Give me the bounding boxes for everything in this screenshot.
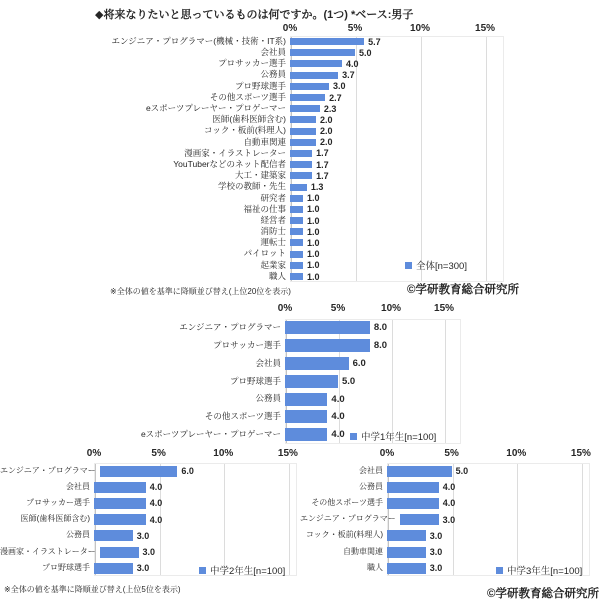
value-label: 1.0 xyxy=(307,226,320,237)
category-label: 会社員 xyxy=(260,47,286,58)
bar-cell xyxy=(100,547,303,558)
bar-row xyxy=(0,204,600,215)
bar-row xyxy=(300,544,600,560)
category-label: プロ野球選手 xyxy=(229,375,281,386)
bar-cell xyxy=(290,171,504,181)
bar-row xyxy=(0,544,300,560)
legend-marker xyxy=(199,567,206,574)
axis-tick-label: 0% xyxy=(379,448,395,459)
value-label: 3.0 xyxy=(142,547,156,558)
bar-row xyxy=(0,512,300,528)
legend-marker xyxy=(496,567,503,574)
bar-cell xyxy=(290,204,504,214)
legend-label: 中学2年生[n=100] xyxy=(210,566,286,577)
category-label: 経営者 xyxy=(260,214,286,225)
bar-cell xyxy=(387,482,590,493)
value-label: 2.7 xyxy=(329,92,342,103)
value-label: 5.0 xyxy=(359,47,372,58)
bar xyxy=(94,563,133,574)
axis-tick-label: 15% xyxy=(277,448,298,459)
category-label: 漫画家・イラストレーター xyxy=(0,546,96,556)
category-label: エンジニア・プログラマー(機械・技術・IT系) xyxy=(111,35,286,46)
bar-cell xyxy=(290,272,504,282)
bar-cell xyxy=(285,375,461,388)
bar xyxy=(94,530,133,541)
category-label: 起業家 xyxy=(260,259,286,270)
bar-cell xyxy=(387,547,590,558)
bar-cell xyxy=(94,514,297,525)
bar-cell xyxy=(387,498,590,509)
value-label: 2.0 xyxy=(320,114,333,125)
category-label: 学校の教師・先生 xyxy=(217,181,286,192)
bar xyxy=(285,357,349,370)
category-label: 漫画家・イラストレーター xyxy=(184,147,286,158)
bar-rows xyxy=(0,36,600,282)
bar-cell xyxy=(285,393,461,406)
bar xyxy=(285,410,327,423)
bar xyxy=(94,482,146,493)
value-label: 3.0 xyxy=(429,563,443,574)
bar-cell xyxy=(285,339,461,352)
category-label: 公務員 xyxy=(359,481,383,491)
bar xyxy=(387,482,439,493)
bar-row xyxy=(0,408,600,426)
value-label: 2.0 xyxy=(320,126,333,137)
value-label: 2.0 xyxy=(320,137,333,148)
axis-tick-label: 10% xyxy=(409,23,431,34)
category-label: 公務員 xyxy=(66,530,90,540)
axis-tick-label: 0% xyxy=(282,23,298,34)
bar-row xyxy=(0,126,600,137)
axis-tick-label: 0% xyxy=(277,303,293,314)
value-label: 4.0 xyxy=(346,58,359,69)
bar-cell xyxy=(285,357,461,370)
bar-cell xyxy=(400,514,600,525)
bar-row xyxy=(0,390,600,408)
axis-ticks xyxy=(379,448,591,463)
legend xyxy=(350,429,436,443)
category-label: 大工・建築家 xyxy=(234,170,286,181)
bar-cell xyxy=(100,466,303,477)
bar xyxy=(285,321,370,334)
bar-cell xyxy=(290,216,504,226)
bar xyxy=(387,530,426,541)
category-label: コック・板前(料理人) xyxy=(305,530,383,540)
bar-cell xyxy=(290,115,504,125)
category-label: 医師(歯科医師含む) xyxy=(20,514,90,524)
bar xyxy=(290,251,303,258)
category-label: 会社員 xyxy=(255,357,281,368)
bar-row xyxy=(0,159,600,170)
bar-cell xyxy=(290,70,504,80)
bar-row xyxy=(0,81,600,92)
bar xyxy=(290,184,307,191)
chart-grade3 xyxy=(300,448,600,576)
bar-cell xyxy=(290,59,504,69)
bar xyxy=(290,49,355,56)
bar-cell xyxy=(94,482,297,493)
bar-row xyxy=(0,260,600,271)
axis-tick-label: 10% xyxy=(213,448,234,459)
bar xyxy=(387,498,439,509)
bar-cell xyxy=(290,148,504,158)
value-label: 3.0 xyxy=(429,530,443,541)
bar xyxy=(290,139,316,146)
bar-cell xyxy=(290,249,504,259)
chart-grade2 xyxy=(0,448,300,576)
category-label: プロ野球選手 xyxy=(42,562,90,572)
bar xyxy=(387,466,452,477)
bar-cell xyxy=(290,126,504,136)
bar xyxy=(290,72,338,79)
bar xyxy=(100,466,178,477)
bar-row xyxy=(0,237,600,248)
value-label: 1.0 xyxy=(307,193,320,204)
category-label: 会社員 xyxy=(359,465,383,475)
value-label: 4.0 xyxy=(149,514,163,525)
bar xyxy=(400,514,439,525)
bar-row xyxy=(0,137,600,148)
category-label: 医師(歯科医師含む) xyxy=(212,114,286,125)
category-label: YouTuberなどのネット配信者 xyxy=(173,158,286,169)
value-label: 1.7 xyxy=(316,170,329,181)
chart-body xyxy=(0,463,300,576)
bar-cell xyxy=(387,530,590,541)
bar-row xyxy=(0,463,300,479)
axis-tick-label: 5% xyxy=(151,448,166,459)
bar-row xyxy=(300,479,600,495)
value-label: 1.7 xyxy=(316,159,329,170)
bar xyxy=(94,498,146,509)
category-label: 消防士 xyxy=(260,226,286,237)
category-label: 研究者 xyxy=(260,192,286,203)
value-label: 5.0 xyxy=(342,375,356,387)
bar-row xyxy=(0,148,600,159)
bar-rows xyxy=(0,319,600,444)
bar-row xyxy=(0,528,300,544)
bar-row xyxy=(300,463,600,479)
bar-row xyxy=(0,319,600,337)
axis-ticks xyxy=(277,303,461,319)
bar xyxy=(290,105,320,112)
bar-row xyxy=(300,495,600,511)
value-label: 4.0 xyxy=(331,393,345,405)
bar-row xyxy=(0,495,300,511)
legend-label: 中学1年生[n=100] xyxy=(361,432,437,443)
value-label: 1.3 xyxy=(310,182,324,193)
bar-cell xyxy=(285,321,461,334)
bar-row xyxy=(0,92,600,103)
bar xyxy=(290,83,329,90)
bar xyxy=(290,206,303,213)
value-label: 6.0 xyxy=(352,357,366,369)
category-label: その他スポーツ選手 xyxy=(209,91,286,102)
bar-row xyxy=(0,271,600,282)
bar xyxy=(290,116,316,123)
bar xyxy=(290,38,364,45)
bar-cell xyxy=(290,48,504,58)
bar-row xyxy=(0,249,600,260)
bar xyxy=(290,94,325,101)
value-label: 5.0 xyxy=(455,466,469,477)
value-label: 6.0 xyxy=(181,466,194,477)
axis-tick-label: 15% xyxy=(434,303,455,314)
bar-cell xyxy=(290,260,504,270)
category-label: eスポーツプレーヤー・プロゲーマー xyxy=(145,103,286,114)
bar-rows xyxy=(0,463,300,576)
value-label: 3.0 xyxy=(333,81,346,92)
bar-cell xyxy=(290,160,504,170)
bar xyxy=(285,375,338,388)
bar-row xyxy=(0,426,600,444)
bar-row xyxy=(0,372,600,390)
category-label: プロサッカー選手 xyxy=(213,340,281,351)
bar xyxy=(100,547,139,558)
legend xyxy=(199,563,285,577)
bar xyxy=(290,60,342,67)
bar xyxy=(290,262,303,269)
bar-cell xyxy=(290,182,504,192)
legend-label: 中学3年生[n=100] xyxy=(507,566,583,577)
chart-body xyxy=(0,36,600,282)
category-label: エンジニア・プログラマー xyxy=(179,322,281,333)
bar-row xyxy=(0,193,600,204)
bar xyxy=(290,273,303,280)
legend xyxy=(496,563,582,577)
bar-row xyxy=(0,337,600,355)
axis-tick-label: 10% xyxy=(506,448,527,459)
bar xyxy=(290,128,316,135)
bar-cell xyxy=(94,530,297,541)
value-label: 3.0 xyxy=(136,563,150,574)
category-label: パイロット xyxy=(243,248,286,259)
bar-row xyxy=(0,70,600,81)
chart-body xyxy=(300,463,600,576)
bar xyxy=(290,228,303,235)
category-label: 福祉の仕事 xyxy=(243,203,286,214)
category-label: エンジニア・プログラマー xyxy=(0,465,96,475)
category-label: 会社員 xyxy=(66,481,90,491)
copyright-bottom: ©学研教育総合研究所 xyxy=(487,588,599,600)
value-label: 1.0 xyxy=(307,271,320,282)
bar-cell xyxy=(285,410,461,423)
legend xyxy=(405,258,467,272)
category-label: 職人 xyxy=(367,562,383,572)
value-label: 1.0 xyxy=(307,204,320,215)
legend-label: 全体[n=300] xyxy=(416,261,467,272)
bar-cell xyxy=(94,498,297,509)
bar-cell xyxy=(290,104,504,114)
category-label: 公務員 xyxy=(255,393,281,404)
bar-row xyxy=(0,114,600,125)
value-label: 4.0 xyxy=(149,498,163,509)
bar-row xyxy=(0,479,300,495)
category-label: 自動車関連 xyxy=(243,136,286,147)
footnote-top20: ※全体の値を基準に降順並び替え(上位20位を表示) xyxy=(110,287,291,296)
value-label: 4.0 xyxy=(149,482,163,493)
bar xyxy=(285,428,327,441)
bar xyxy=(290,239,303,246)
bar xyxy=(290,161,312,168)
bar-cell xyxy=(290,37,504,47)
category-label: エンジニア・プログラマー xyxy=(300,514,396,524)
value-label: 4.0 xyxy=(442,482,456,493)
axis-tick-label: 15% xyxy=(570,448,591,459)
bar-row xyxy=(0,355,600,373)
bar xyxy=(285,339,370,352)
category-label: プロサッカー選手 xyxy=(218,58,286,69)
bar-row xyxy=(0,226,600,237)
bar-cell xyxy=(290,227,504,237)
category-label: 自動車関連 xyxy=(343,546,383,556)
axis-tick-label: 5% xyxy=(347,23,363,34)
category-label: eスポーツプレーヤー・プロゲーマー xyxy=(140,429,281,439)
category-label: その他スポーツ選手 xyxy=(311,498,383,508)
value-label: 8.0 xyxy=(373,322,388,334)
value-label: 3.0 xyxy=(442,514,456,525)
category-label: 公務員 xyxy=(260,69,286,80)
bar xyxy=(290,195,303,202)
bar-row xyxy=(300,528,600,544)
category-label: 職人 xyxy=(268,270,286,281)
chart-body xyxy=(0,319,600,444)
bar-row xyxy=(300,512,600,528)
axis-tick-label: 15% xyxy=(475,23,496,34)
value-label: 3.0 xyxy=(136,530,150,541)
category-label: その他スポーツ選手 xyxy=(204,411,281,422)
bar-cell xyxy=(290,137,504,147)
category-label: コック・板前(料理人) xyxy=(204,125,286,136)
value-label: 8.0 xyxy=(373,340,388,352)
category-label: 運転士 xyxy=(260,237,286,248)
bar-cell xyxy=(290,193,504,203)
page-title: ◆将来なりたいと思っているものは何ですか。(1つ) *ベース:男子 xyxy=(95,9,414,21)
value-label: 5.7 xyxy=(368,36,381,47)
axis-ticks xyxy=(86,448,298,463)
axis-tick-label: 5% xyxy=(330,303,346,314)
category-label: プロサッカー選手 xyxy=(26,498,90,508)
bar-cell xyxy=(290,81,504,91)
chart-grade1 xyxy=(0,303,600,444)
value-label: 1.0 xyxy=(307,215,320,226)
bar-cell xyxy=(387,466,590,477)
bar xyxy=(387,547,426,558)
bar-row xyxy=(0,181,600,192)
axis-tick-label: 0% xyxy=(86,448,102,459)
bar-row xyxy=(0,103,600,114)
bar xyxy=(290,150,312,157)
bar-row xyxy=(0,170,600,181)
axis-tick-label: 5% xyxy=(444,448,459,459)
value-label: 4.0 xyxy=(331,411,345,423)
bar-row xyxy=(0,47,600,58)
bar xyxy=(290,217,303,224)
value-label: 4.0 xyxy=(442,498,456,509)
legend-marker xyxy=(350,433,357,440)
value-label: 1.0 xyxy=(307,237,320,248)
copyright-top: ©学研教育総合研究所 xyxy=(407,284,519,296)
footnote-top5: ※全体の値を基準に降順並び替え(上位5位を表示) xyxy=(4,585,181,594)
value-label: 4.0 xyxy=(331,429,345,441)
bar xyxy=(94,514,146,525)
bar-row xyxy=(0,215,600,226)
bar-cell xyxy=(290,238,504,248)
legend-marker xyxy=(405,262,412,269)
bar-row xyxy=(0,36,600,47)
axis-ticks xyxy=(282,23,504,36)
category-label: プロ野球選手 xyxy=(234,80,286,91)
bar-cell xyxy=(290,93,504,103)
axis-tick-label: 10% xyxy=(381,303,402,314)
bar xyxy=(285,393,327,406)
chart-overall xyxy=(0,23,600,282)
value-label: 3.0 xyxy=(429,547,443,558)
value-label: 1.7 xyxy=(316,148,329,159)
value-label: 2.3 xyxy=(323,103,337,114)
value-label: 3.7 xyxy=(342,70,355,81)
bar-row xyxy=(0,58,600,69)
bar-rows xyxy=(300,463,600,576)
value-label: 1.0 xyxy=(307,249,320,260)
value-label: 1.0 xyxy=(307,260,320,271)
bar xyxy=(387,563,426,574)
bar xyxy=(290,172,312,179)
